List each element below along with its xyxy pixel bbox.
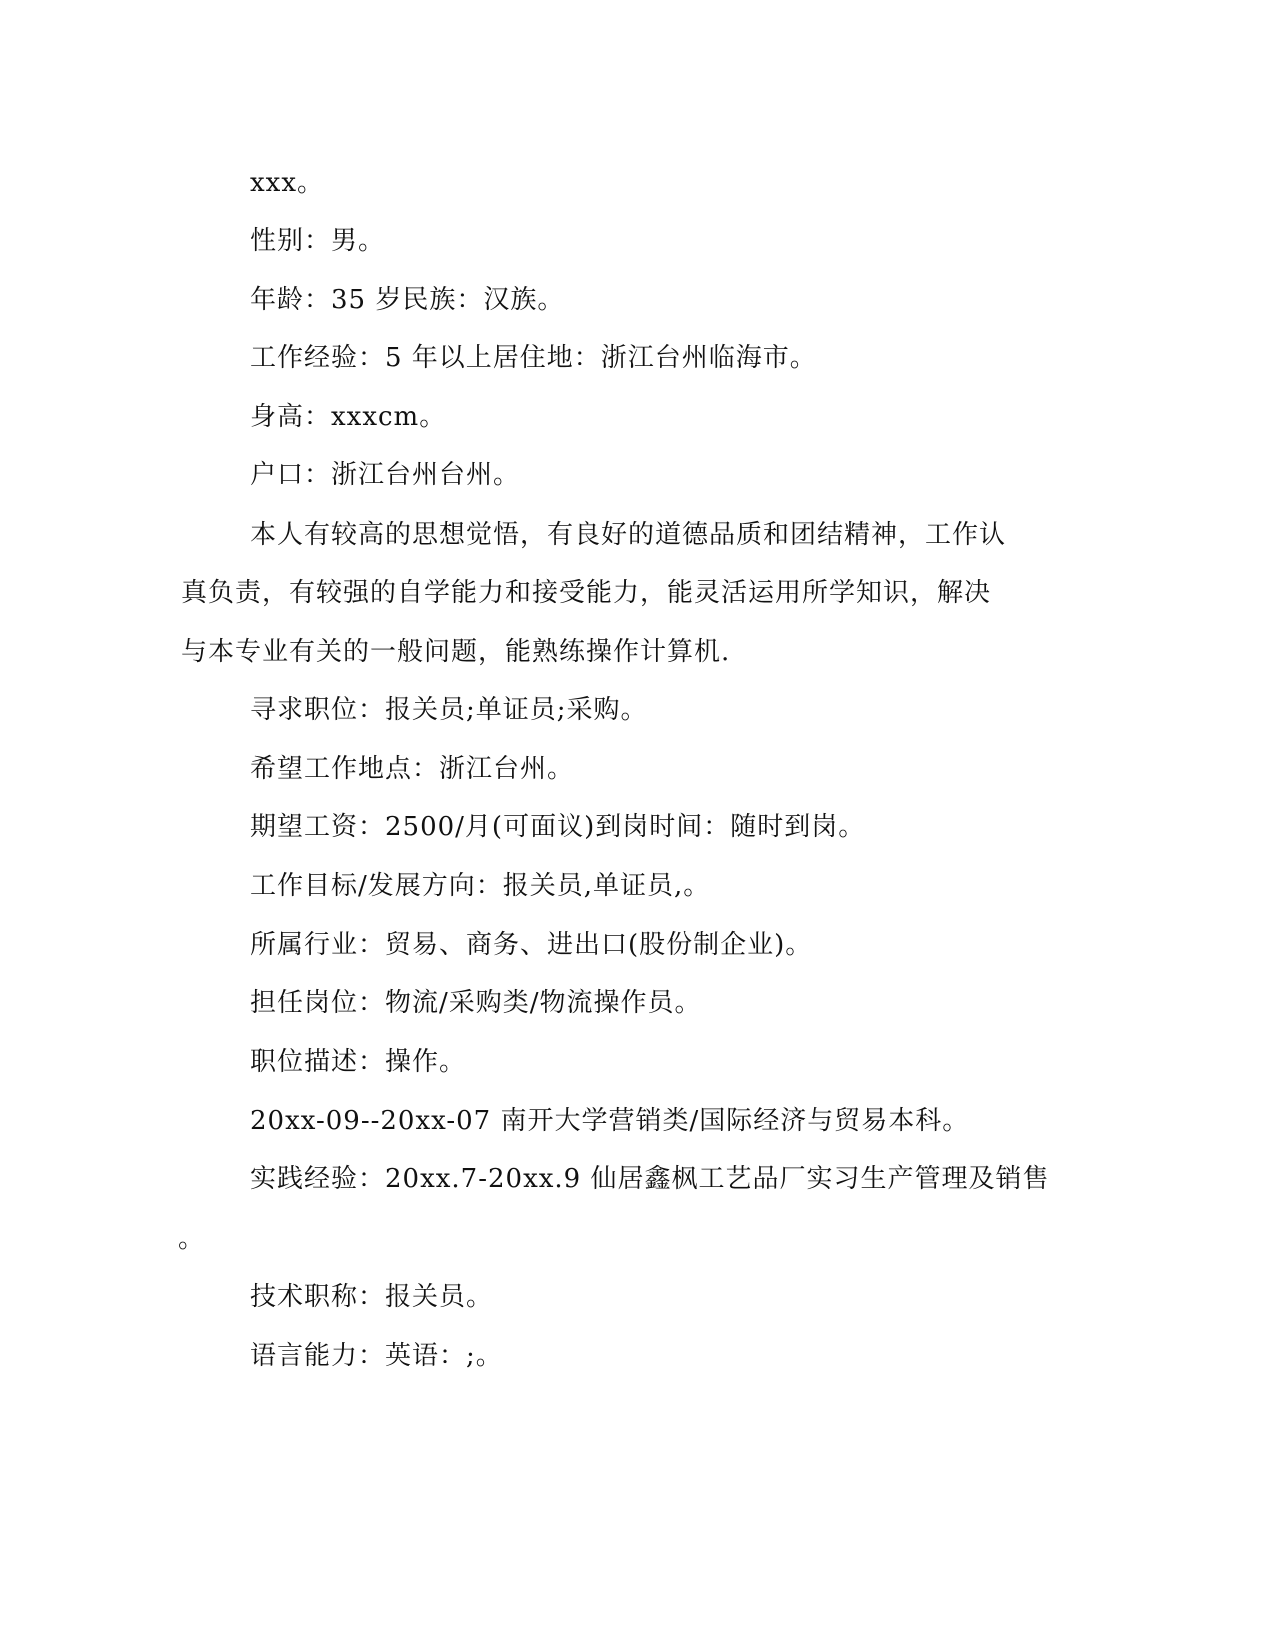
height-line: 身高：xxxcm。 [250, 402, 447, 432]
name-line: xxx。 [250, 168, 324, 198]
desired-location-line: 希望工作地点：浙江台州。 [250, 754, 575, 784]
desired-position-line: 寻求职位：报关员;单证员;采购。 [250, 695, 648, 725]
gender-line: 性别：男。 [250, 226, 386, 256]
age-ethnicity-line: 年龄：35 岁民族：汉族。 [250, 285, 565, 315]
position-description-line: 职位描述：操作。 [250, 1047, 467, 1077]
self-evaluation-line-2: 真负责，有较强的自学能力和接受能力，能灵活运用所学知识，解决 [181, 578, 992, 608]
position-held-line: 担任岗位：物流/采购类/物流操作员。 [250, 988, 702, 1018]
career-goal-line: 工作目标/发展方向：报关员,单证员,。 [250, 871, 711, 901]
trailing-period-line: 。 [178, 1224, 206, 1254]
expected-salary-line: 期望工资：2500/月(可面议)到岗时间：随时到岗。 [250, 812, 866, 842]
experience-residence-line: 工作经验：5 年以上居住地：浙江台州临海市。 [250, 343, 817, 373]
education-line: 20xx-09--20xx-07 南开大学营销类/国际经济与贸易本科。 [250, 1106, 970, 1136]
language-ability-line: 语言能力：英语：;。 [250, 1341, 503, 1371]
self-evaluation-line-1: 本人有较高的思想觉悟，有良好的道德品质和团结精神，工作认 [250, 520, 1007, 550]
practice-experience-line: 实践经验：20xx.7-20xx.9 仙居鑫枫工艺品厂实习生产管理及销售 [250, 1164, 1050, 1194]
hukou-line: 户口：浙江台州台州。 [250, 460, 521, 490]
technical-title-line: 技术职称：报关员。 [250, 1282, 494, 1312]
industry-line: 所属行业：贸易、商务、进出口(股份制企业)。 [250, 930, 813, 960]
self-evaluation-line-3: 与本专业有关的一般问题，能熟练操作计算机. [181, 637, 731, 667]
